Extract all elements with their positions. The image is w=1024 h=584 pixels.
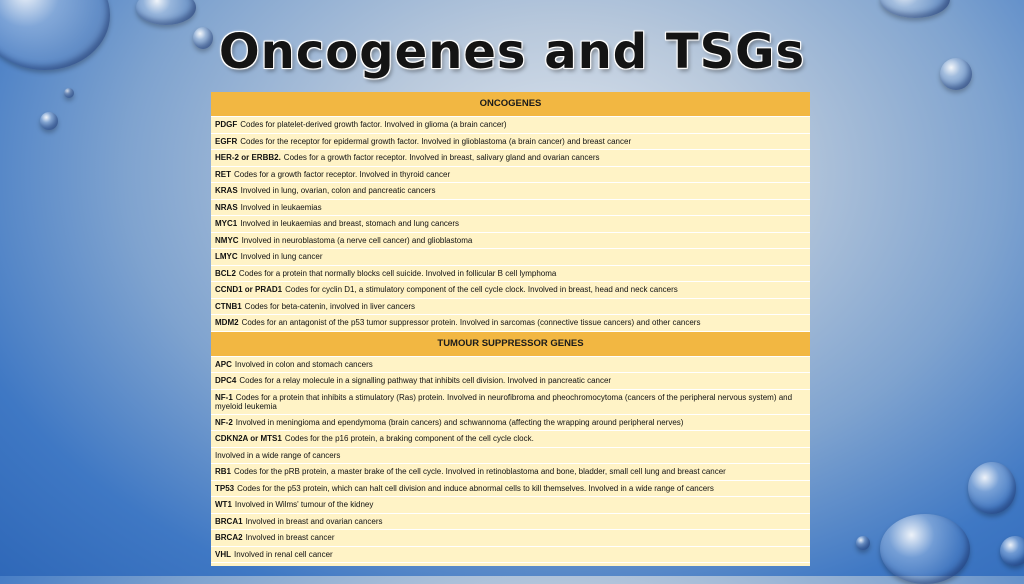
- gene-description: Involved in breast cancer: [245, 533, 335, 543]
- gene-symbol: BRCA2: [215, 533, 243, 543]
- gene-symbol: KRAS: [215, 186, 238, 196]
- table-row: [211, 183, 810, 200]
- gene-symbol: NF-1: [215, 392, 233, 402]
- table-row: [211, 167, 810, 184]
- table-row: [211, 233, 810, 250]
- water-drop-decoration: [1000, 536, 1024, 566]
- table-row: [211, 134, 810, 151]
- table-row: [211, 299, 810, 316]
- table-row: [211, 357, 810, 374]
- oncogenes-header: ONCOGENES: [211, 92, 810, 117]
- gene-description: Involved in colon and stomach cancers: [234, 359, 373, 369]
- gene-symbol: CDKN2A or MTS1: [215, 434, 282, 444]
- gene-symbol: BRCA1: [215, 516, 243, 526]
- gene-description: Codes for beta-catenin, involved in liver cancers: [244, 301, 415, 311]
- gene-symbol: NF-2: [215, 417, 233, 427]
- gene-table: [211, 92, 810, 566]
- oncogenes-list: [211, 117, 810, 332]
- table-row: [211, 514, 810, 531]
- table-row: [211, 117, 810, 134]
- gene-symbol: EGFR: [215, 136, 238, 146]
- table-row: [211, 373, 810, 390]
- table-row: [211, 266, 810, 283]
- table-row: [211, 547, 810, 564]
- gene-symbol: TP53: [215, 483, 235, 493]
- gene-symbol: RB1: [215, 467, 232, 477]
- gene-symbol: HER-2 or ERBB2.: [215, 153, 281, 163]
- table-row: [211, 216, 810, 233]
- water-drop-decoration: [968, 462, 1016, 514]
- table-row: [211, 150, 810, 167]
- gene-description: Codes for an antagonist of the p53 tumor suppressor protein. Involved in sarcomas (connective tissue cancers) and other cancers: [241, 318, 701, 328]
- gene-description: Involved in breast and ovarian cancers: [245, 516, 383, 526]
- gene-symbol: VHL: [215, 549, 231, 559]
- gene-description: Codes for a relay molecule in a signalling pathway that inhibits cell division. Involved in pancreatic cancer: [239, 376, 612, 386]
- gene-symbol: CTNB1: [215, 301, 242, 311]
- table-row: [211, 497, 810, 514]
- table-row: [211, 431, 810, 448]
- gene-symbol: PDGF: [215, 120, 238, 130]
- gene-description: Involved in lung, ovarian, colon and pancreatic cancers: [240, 186, 436, 196]
- table-row: [211, 530, 810, 547]
- table-row: [211, 464, 810, 481]
- gene-symbol: MDM2: [215, 318, 239, 328]
- table-row: [211, 448, 810, 465]
- gene-description: Involved in Wilms' tumour of the kidney: [234, 500, 374, 510]
- table-row: [211, 415, 810, 432]
- gene-description: Codes for the pRB protein, a master brake of the cell cycle. Involved in retinoblastoma and bone, bladder, small cell lung and breast cancer: [234, 467, 726, 477]
- gene-symbol: RET: [215, 169, 231, 179]
- gene-symbol: WT1: [215, 500, 232, 510]
- table-row: [211, 200, 810, 217]
- tsg-list: [211, 357, 810, 564]
- gene-description: Codes for cyclin D1, a stimulatory component of the cell cycle clock. Involved in breast, head and neck cancers: [285, 285, 678, 295]
- gene-symbol: CCND1 or PRAD1: [215, 285, 283, 295]
- gene-description: Codes for a protein that inhibits a stimulatory (Ras) protein. Involved in neurofibroma and pheochromocytoma (cancers of the peripheral nervous system) and myeloid leukemia: [215, 392, 793, 411]
- gene-description: Codes for a growth factor receptor. Involved in thyroid cancer: [234, 169, 451, 179]
- gene-symbol: MYC1: [215, 219, 238, 229]
- slide-title: Oncogenes and TSGs: [218, 24, 806, 80]
- water-drop-decoration: [856, 536, 870, 550]
- table-row: [211, 390, 810, 415]
- gene-description: Codes for a growth factor receptor. Involved in breast, salivary gland and ovarian cancers: [283, 153, 600, 163]
- gene-description: Involved in neuroblastoma (a nerve cell cancer) and glioblastoma: [241, 235, 473, 245]
- gene-description: Codes for the p53 protein, which can halt cell division and induce abnormal cells to kill themselves. Involved in a wide range of cancers: [237, 483, 714, 493]
- table-row: [211, 282, 810, 299]
- gene-description: Involved in meningioma and ependymoma (brain cancers) and schwannoma (affecting the wrapping around peripheral nerves): [235, 417, 684, 427]
- gene-description: Codes for a protein that normally blocks cell suicide. Involved in follicular B cell lymphoma: [238, 268, 557, 278]
- table-row: [211, 481, 810, 498]
- water-drop-decoration: [136, 0, 196, 25]
- water-drop-decoration: [880, 0, 950, 18]
- gene-symbol: NRAS: [215, 202, 238, 212]
- gene-description: Codes for the receptor for epidermal growth factor. Involved in glioblastoma (a brain cancer) and breast cancer: [240, 136, 632, 146]
- gene-description: Involved in renal cell cancer: [234, 549, 333, 559]
- gene-symbol: NMYC: [215, 235, 239, 245]
- gene-description: Involved in lung cancer: [240, 252, 323, 262]
- gene-description: Codes for the p16 protein, a braking component of the cell cycle clock.: [284, 434, 534, 444]
- gene-description: Codes for platelet-derived growth factor. Involved in glioma (a brain cancer): [240, 120, 507, 130]
- gene-symbol: DPC4: [215, 376, 237, 386]
- table-row: [211, 249, 810, 266]
- gene-symbol: BCL2: [215, 268, 236, 278]
- water-drop-decoration: [40, 112, 58, 130]
- gene-symbol: APC: [215, 359, 232, 369]
- table-row: [211, 315, 810, 332]
- tsg-header: TUMOUR SUPPRESSOR GENES: [211, 332, 810, 357]
- gene-symbol: LMYC: [215, 252, 238, 262]
- water-drop-decoration: [64, 88, 74, 98]
- gene-description: Involved in leukaemias: [240, 202, 322, 212]
- gene-description: Involved in leukaemias and breast, stomach and lung cancers: [240, 219, 460, 229]
- gene-description: Involved in a wide range of cancers: [215, 450, 341, 460]
- water-drop-decoration: [880, 514, 970, 584]
